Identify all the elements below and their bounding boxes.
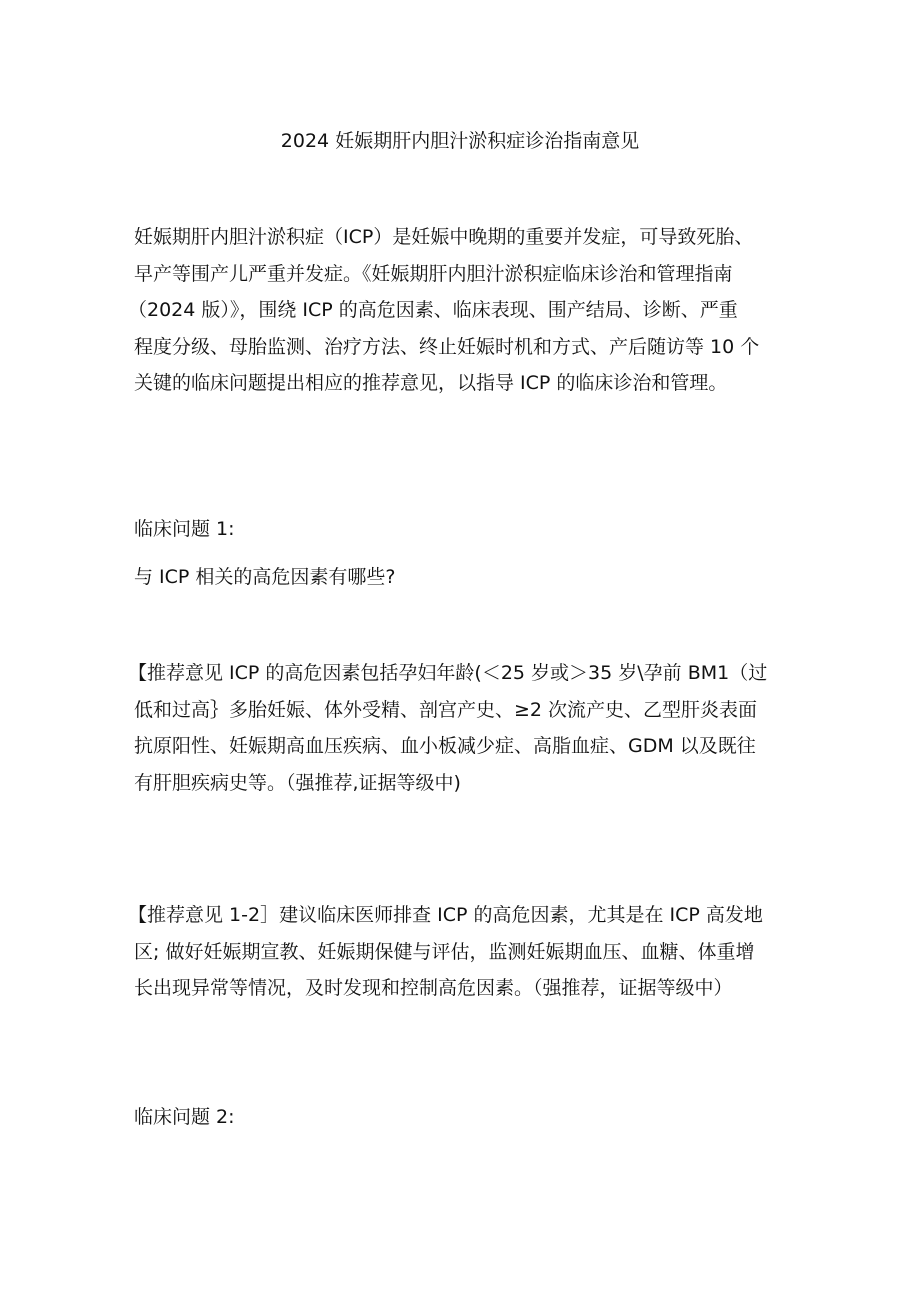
intro-line: 妊娠期肝内胆汁淤积症（ICP）是妊娠中晚期的重要并发症，可导致死胎、 <box>134 226 754 248</box>
document-title: 2024 妊娠期肝内胆汁淤积症诊治指南意见 <box>280 130 640 152</box>
intro-line: 关键的临床问题提出相应的推荐意见，以指导 ICP 的临床诊治和管理。 <box>134 372 728 394</box>
recommendation-line: 低和过高｝多胎妊娠、体外受精、剖宫产史、≥2 次流产史、乙型肝炎表面 <box>134 698 758 721</box>
intro-paragraph <box>128 219 794 402</box>
recommendation-line: 【推荐意见 ICP 的高危因素包括孕妇年龄(＜25 岁或＞35 岁\孕前 BM1（过 <box>128 662 768 684</box>
question-1-heading: 临床问题 1: <box>134 518 235 540</box>
recommendation-line: 【推荐意见 1-2］建议临床医师排查 ICP 的高危因素，尤其是在 ICP 高发地 <box>128 904 763 926</box>
intro-line: 程度分级、母胎监测、治疗方法、终止妊娠时机和方式、产后随访等 10 个 <box>134 335 760 358</box>
question-1-text: 与 ICP 相关的高危因素有哪些? <box>134 566 396 588</box>
recommendation-line: 有肝胆疾病史等。（强推荐,证据等级中) <box>134 771 461 794</box>
recommendation-line: 抗原阳性、妊娠期高血压疾病、血小板减少症、高脂血症、GDM 以及既往 <box>134 735 756 757</box>
intro-line: （2024 版）》，围绕 ICP 的高危因素、临床表现、围产结局、诊断、严重 <box>128 299 738 321</box>
recommendation-1-2 <box>128 897 794 1007</box>
recommendation-1-1 <box>128 655 794 801</box>
intro-line: 早产等围产儿严重并发症。《妊娠期肝内胆汁淤积症临床诊治和管理指南 <box>134 262 733 285</box>
recommendation-line: 长出现异常等情况，及时发现和控制高危因素。（强推荐，证据等级中） <box>134 977 733 999</box>
question-2-heading: 临床问题 2: <box>134 1106 235 1128</box>
recommendation-line: 区; 做好妊娠期宣教、妊娠期保健与评估，监测妊娠期血压、血糖、体重增 <box>134 940 755 963</box>
